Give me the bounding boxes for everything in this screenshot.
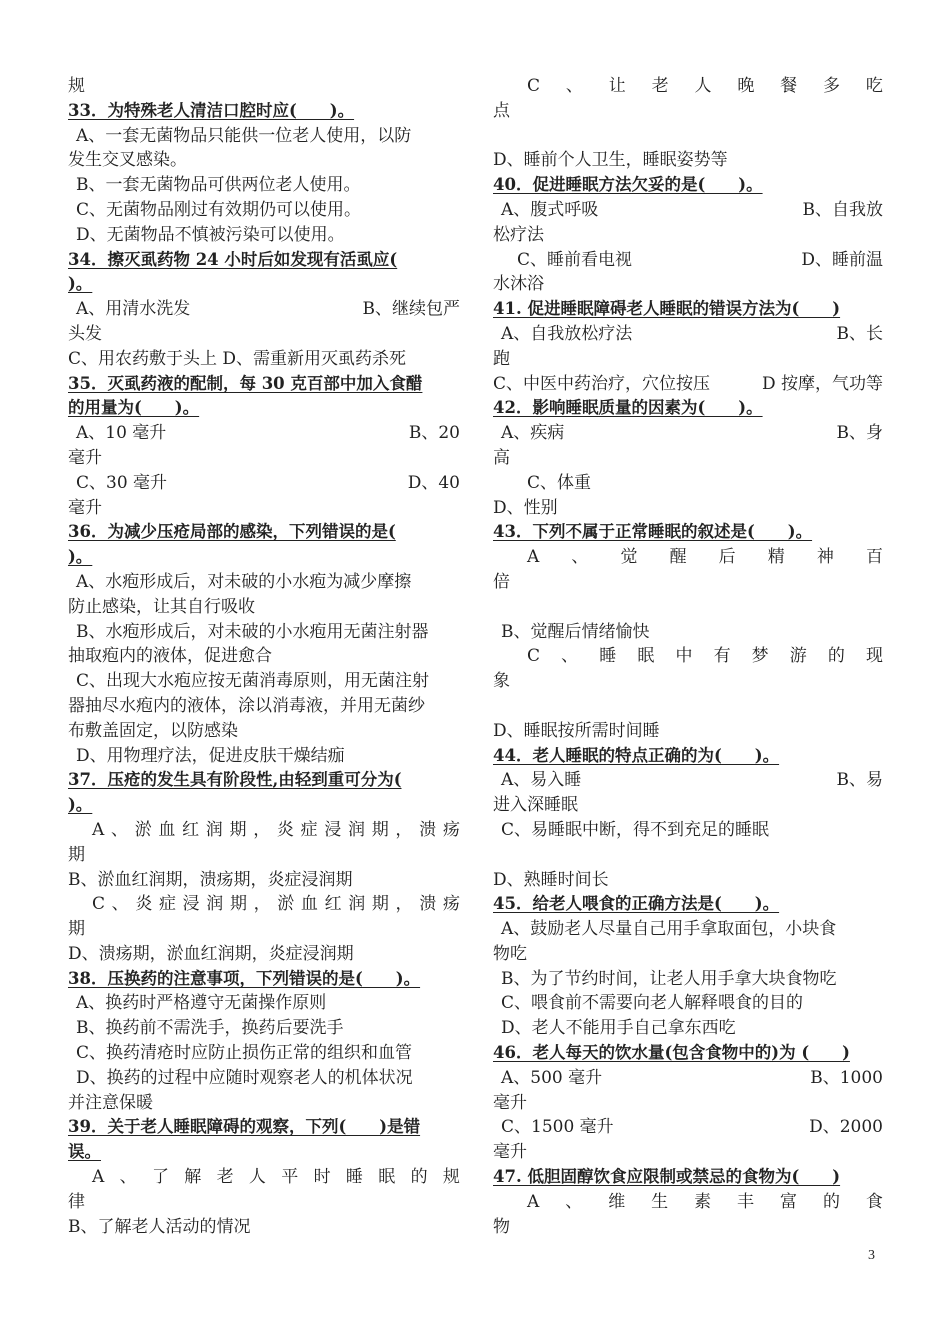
option-34-a: A、用清水洗发 xyxy=(76,299,191,320)
justified-char: A xyxy=(527,1191,540,1212)
option-40-d: D、睡前温 xyxy=(801,249,883,270)
justified-char: 睡 xyxy=(599,646,617,667)
options-44-ab xyxy=(493,768,883,793)
option-37-a-cont: 期 xyxy=(68,844,85,865)
option-39-a-text xyxy=(92,1165,460,1190)
option-35-d: D、40 xyxy=(407,472,460,493)
justified-char: 浸 xyxy=(324,819,342,840)
question-41: 41. 促进睡眠障碍老人睡眠的错误方法为( ) xyxy=(493,299,841,319)
justified-char: 、 xyxy=(561,646,579,667)
option-37-a xyxy=(68,818,460,843)
option-33-a: A、一套无菌物品只能供一位老人使用，以防 xyxy=(76,125,412,146)
option-39-c xyxy=(493,74,883,99)
justified-char: 炎 xyxy=(276,819,294,840)
justified-char: C xyxy=(527,646,541,667)
question-39: 39．关于老人睡眠障碍的观察，下列( )是错 xyxy=(68,1117,421,1137)
option-42-b-cont: 高 xyxy=(493,447,510,468)
question-35-cont: 的用量为( )。 xyxy=(68,398,200,418)
justified-char: 、 xyxy=(110,819,128,840)
spacer xyxy=(493,843,883,868)
justified-char: 、 xyxy=(565,76,583,96)
question-35: 35．灭虱药液的配制，每 30 克百部中加入食醋 xyxy=(68,373,423,393)
justified-char: 素 xyxy=(694,1191,712,1212)
option-46-b-cont: 毫升 xyxy=(493,1092,527,1113)
options-40-ab xyxy=(493,198,883,223)
question-37: 37．压疮的发生具有阶段性,由轻到重可分为( xyxy=(68,770,402,790)
justified-char: 游 xyxy=(789,646,807,667)
justified-char: 期 xyxy=(371,819,389,840)
justified-char: 人 xyxy=(248,1167,266,1188)
justified-char: A xyxy=(92,1167,105,1188)
option-37-a-text xyxy=(92,818,460,843)
option-45-a-cont: 物吃 xyxy=(493,943,527,964)
question-39-cont: 误。 xyxy=(68,1142,101,1162)
option-41-c: C、中医中药治疗，穴位按压 xyxy=(493,373,711,394)
justified-char: 百 xyxy=(865,547,883,568)
option-36-c-cont2: 布敷盖固定，以防感染 xyxy=(68,720,238,741)
option-41-b-cont: 跑 xyxy=(493,348,510,369)
options-35-ab xyxy=(68,421,460,446)
justified-char: 现 xyxy=(866,646,883,667)
justified-char: 吃 xyxy=(865,76,883,96)
option-39-c-cont: 点 xyxy=(493,100,510,121)
options-46-cd xyxy=(493,1115,883,1140)
justified-char: 润 xyxy=(206,894,224,915)
justified-char: 食 xyxy=(865,1191,883,1212)
justified-char: C xyxy=(527,76,541,96)
question-36-cont: )。 xyxy=(68,547,93,567)
option-45-c: C、喂食前不需要向老人解释喂食的目的 xyxy=(501,993,804,1014)
right-column xyxy=(493,74,883,1239)
option-42-a: A、疾病 xyxy=(501,423,565,444)
justified-char: ， xyxy=(395,819,413,840)
page-number: 3 xyxy=(868,1248,875,1263)
option-34-b-cont: 头发 xyxy=(68,323,102,344)
option-36-c: C、出现大水疱应按无菌消毒原则，用无菌注射 xyxy=(76,671,430,692)
option-45-d: D、老人不能用手自己拿东西吃 xyxy=(501,1018,736,1039)
option-44-b-cont: 进入深睡眠 xyxy=(493,795,578,816)
option-36-a: A、水疱形成后，对未破的小水疱为减少摩擦 xyxy=(76,571,412,592)
justified-char: ， xyxy=(395,894,413,915)
option-46-c: C、1500 毫升 xyxy=(501,1117,614,1138)
option-41-a: A、自我放松疗法 xyxy=(501,323,633,344)
option-36-d: D、用物理疗法，促进皮肤干燥结痂 xyxy=(76,745,345,766)
option-37-c xyxy=(68,892,460,917)
justified-char: 红 xyxy=(182,819,200,840)
justified-char: 疡 xyxy=(442,894,460,915)
justified-char: 期 xyxy=(229,819,247,840)
justified-char: 浸 xyxy=(182,894,200,915)
justified-char: 平 xyxy=(281,1167,299,1188)
option-35-b-cont: 毫升 xyxy=(68,447,102,468)
option-39-a-cont: 律 xyxy=(68,1191,85,1212)
justified-char: 症 xyxy=(300,819,318,840)
option-33-b: B、一套无菌物品可供两位老人使用。 xyxy=(76,175,361,196)
option-42-b: B、身 xyxy=(836,423,883,444)
option-45-a: A、鼓励老人尽量自己用手拿取面包，小块食 xyxy=(501,919,837,940)
justified-char: 规 xyxy=(442,1167,460,1188)
options-42-ab xyxy=(493,421,883,446)
justified-char: 眠 xyxy=(637,646,655,667)
spacer xyxy=(493,124,883,149)
option-35-b: B、20 xyxy=(408,423,460,444)
justified-char: 、 xyxy=(565,1191,583,1212)
justified-char: 润 xyxy=(205,819,223,840)
spacer xyxy=(493,595,883,620)
option-47-a xyxy=(493,1190,883,1215)
question-46: 46．老人每天的饮水量(包含食物中的)为 ( ) xyxy=(493,1043,850,1063)
option-42-c: C、体重 xyxy=(527,472,592,493)
justified-char: 丰 xyxy=(737,1191,755,1212)
option-39-c-text xyxy=(527,74,883,99)
option-43-a-cont: 倍 xyxy=(493,571,510,592)
options-41-ab xyxy=(493,322,883,347)
justified-char: 疡 xyxy=(442,819,460,840)
option-43-d: D、睡眠按所需时间睡 xyxy=(493,720,660,741)
justified-char: A xyxy=(92,819,105,840)
option-46-b: B、1000 xyxy=(810,1067,883,1088)
option-46-d-cont: 毫升 xyxy=(493,1142,527,1163)
option-47-a-cont: 物 xyxy=(493,1216,510,1237)
option-33-a-cont: 发生交叉感染。 xyxy=(68,150,187,171)
option-44-c: C、易睡眠中断，得不到充足的睡眠 xyxy=(501,819,770,840)
justified-char: 血 xyxy=(158,819,176,840)
option-43-c xyxy=(493,644,883,669)
option-37-d: D、溃疡期，淤血红润期，炎症浸润期 xyxy=(68,943,354,964)
option-39-a xyxy=(68,1165,460,1190)
question-44: 44．老人睡眠的特点正确的为( )。 xyxy=(493,745,780,765)
option-40-c: C、睡前看电视 xyxy=(517,249,633,270)
justified-char: ， xyxy=(253,894,271,915)
option-39-d: D、睡前个人卫生，睡眠姿势等 xyxy=(493,150,728,171)
justified-char: 润 xyxy=(348,819,366,840)
option-33-d: D、无菌物品不慎被污染可以使用。 xyxy=(76,224,345,245)
justified-char: 血 xyxy=(300,894,318,915)
option-43-b: B、觉醒后情绪愉快 xyxy=(501,621,650,642)
justified-char: 炎 xyxy=(135,894,153,915)
justified-char: 维 xyxy=(608,1191,626,1212)
justified-char: A xyxy=(527,547,540,568)
justified-char: 睡 xyxy=(345,1167,363,1188)
options-40-cd xyxy=(493,248,883,273)
justified-char: 溃 xyxy=(419,894,437,915)
spacer xyxy=(493,694,883,719)
option-36-a-cont: 防止感染，让其自行吸收 xyxy=(68,596,255,617)
option-36-c-cont: 器抽尽水疱内的液体，涂以消毒液，并用无菌纱 xyxy=(68,695,425,716)
justified-char: 中 xyxy=(675,646,693,667)
justified-char: 让 xyxy=(608,76,626,96)
justified-char: C xyxy=(92,894,106,915)
justified-char: 淤 xyxy=(134,819,152,840)
justified-char: 觉 xyxy=(620,547,638,568)
justified-char: 精 xyxy=(767,547,785,568)
justified-char: 多 xyxy=(823,76,841,96)
option-35-d-cont: 毫升 xyxy=(68,497,102,518)
justified-char: 解 xyxy=(184,1167,202,1188)
question-36: 36．为减少压疮局部的感染，下列错误的是( xyxy=(68,522,396,542)
justified-char: 、 xyxy=(111,894,129,915)
question-34: 34．擦灭虱药物 24 小时后如发现有活虱应( xyxy=(68,249,398,269)
question-45: 45．给老人喂食的正确方法是( )。 xyxy=(493,894,780,914)
option-41-b: B、长 xyxy=(836,323,883,344)
option-36-b-cont: 抽取疱内的液体，促进愈合 xyxy=(68,646,272,667)
option-34-b: B、继续包严 xyxy=(362,299,460,320)
option-46-a: A、500 毫升 xyxy=(501,1067,603,1088)
justified-char: 梦 xyxy=(751,646,769,667)
justified-char: 后 xyxy=(718,547,736,568)
option-35-a: A、10 毫升 xyxy=(76,423,167,444)
option-35-c: C、30 毫升 xyxy=(76,472,168,493)
option-47-a-text xyxy=(527,1190,883,1215)
options-35-cd xyxy=(68,471,460,496)
question-40: 40．促进睡眠方法欠妥的是( )。 xyxy=(493,175,763,195)
option-36-b: B、水疱形成后，对未破的小水疱用无菌注射器 xyxy=(76,621,429,642)
justified-char: 老 xyxy=(651,76,669,96)
option-46-d: D、2000 xyxy=(809,1117,883,1138)
justified-char: 的 xyxy=(410,1167,428,1188)
justified-char: 、 xyxy=(119,1167,137,1188)
option-38-d-cont: 并注意保暖 xyxy=(68,1092,153,1113)
options-34-cd: C、用农药敷于头上 D、需重新用灭虱药杀死 xyxy=(68,348,407,369)
option-45-b: B、为了节约时间，让老人用手拿大块食物吃 xyxy=(501,968,837,989)
question-42: 42．影响睡眠质量的因素为( )。 xyxy=(493,398,763,418)
option-43-a xyxy=(493,545,883,570)
justified-char: 淤 xyxy=(277,894,295,915)
options-34-ab xyxy=(68,297,460,322)
option-42-d: D、性别 xyxy=(493,497,558,518)
options-46-ab xyxy=(493,1066,883,1091)
justified-char: ， xyxy=(253,819,271,840)
question-33: 33．为特殊老人清洁口腔时应( )。 xyxy=(68,100,355,120)
question-34-cont: )。 xyxy=(68,274,93,294)
justified-char: 时 xyxy=(313,1167,331,1188)
option-38-d: D、换药的过程中应随时观察老人的机体状况 xyxy=(76,1067,413,1088)
justified-char: 富 xyxy=(780,1191,797,1212)
question-37-cont: )。 xyxy=(68,795,93,815)
justified-char: 溃 xyxy=(419,819,437,840)
text-line: 规 xyxy=(68,76,85,96)
justified-char: 的 xyxy=(822,1191,840,1212)
justified-char: 有 xyxy=(713,646,731,667)
justified-char: 生 xyxy=(651,1191,669,1212)
option-44-d: D、熟睡时间长 xyxy=(493,869,609,890)
option-38-a: A、换药时严格遵守无菌操作原则 xyxy=(76,993,327,1014)
justified-char: 期 xyxy=(371,894,389,915)
option-40-b-cont: 松疗法 xyxy=(493,224,544,245)
option-43-a-text xyxy=(527,545,883,570)
option-38-b: B、换药前不需洗手，换药后要洗手 xyxy=(76,1018,344,1039)
option-40-b: B、自我放 xyxy=(802,199,883,220)
option-37-c-cont: 期 xyxy=(68,919,85,940)
option-40-a: A、腹式呼吸 xyxy=(501,199,599,220)
option-37-c-text xyxy=(92,892,460,917)
question-38: 38．压换药的注意事项，下列错误的是( )。 xyxy=(68,968,421,988)
justified-char: 、 xyxy=(571,547,589,568)
question-47: 47. 低胆固醇饮食应限制或禁忌的食物为( ) xyxy=(493,1167,841,1187)
justified-char: 期 xyxy=(229,894,247,915)
justified-char: 醒 xyxy=(669,547,687,568)
option-40-d-cont: 水沐浴 xyxy=(493,274,544,295)
justified-char: 的 xyxy=(827,646,845,667)
justified-char: 红 xyxy=(324,894,342,915)
question-43: 43．下列不属于正常睡眠的叙述是( )。 xyxy=(493,522,813,542)
option-37-b: B、淤血红润期，溃疡期，炎症浸润期 xyxy=(68,869,353,890)
option-38-c: C、换药清疮时应防止损伤正常的组织和血管 xyxy=(76,1043,413,1064)
left-column xyxy=(68,74,460,1239)
justified-char: 餐 xyxy=(780,76,798,96)
justified-char: 人 xyxy=(694,76,712,96)
option-44-a: A、易入睡 xyxy=(501,770,582,791)
justified-char: 晚 xyxy=(737,76,755,96)
option-41-d: D 按摩，气功等 xyxy=(761,373,883,394)
option-44-b: B、易 xyxy=(836,770,883,791)
option-39-b: B、了解老人活动的情况 xyxy=(68,1216,251,1237)
justified-char: 了 xyxy=(151,1167,169,1188)
justified-char: 神 xyxy=(816,547,834,568)
justified-char: 眠 xyxy=(378,1167,396,1188)
option-43-c-cont: 象 xyxy=(493,671,510,692)
options-41-cd xyxy=(493,372,883,397)
justified-char: 润 xyxy=(348,894,366,915)
justified-char: 老 xyxy=(216,1167,234,1188)
option-33-c: C、无菌物品刚过有效期仍可以使用。 xyxy=(76,199,362,220)
justified-char: 症 xyxy=(158,894,176,915)
option-43-c-text xyxy=(527,644,883,669)
